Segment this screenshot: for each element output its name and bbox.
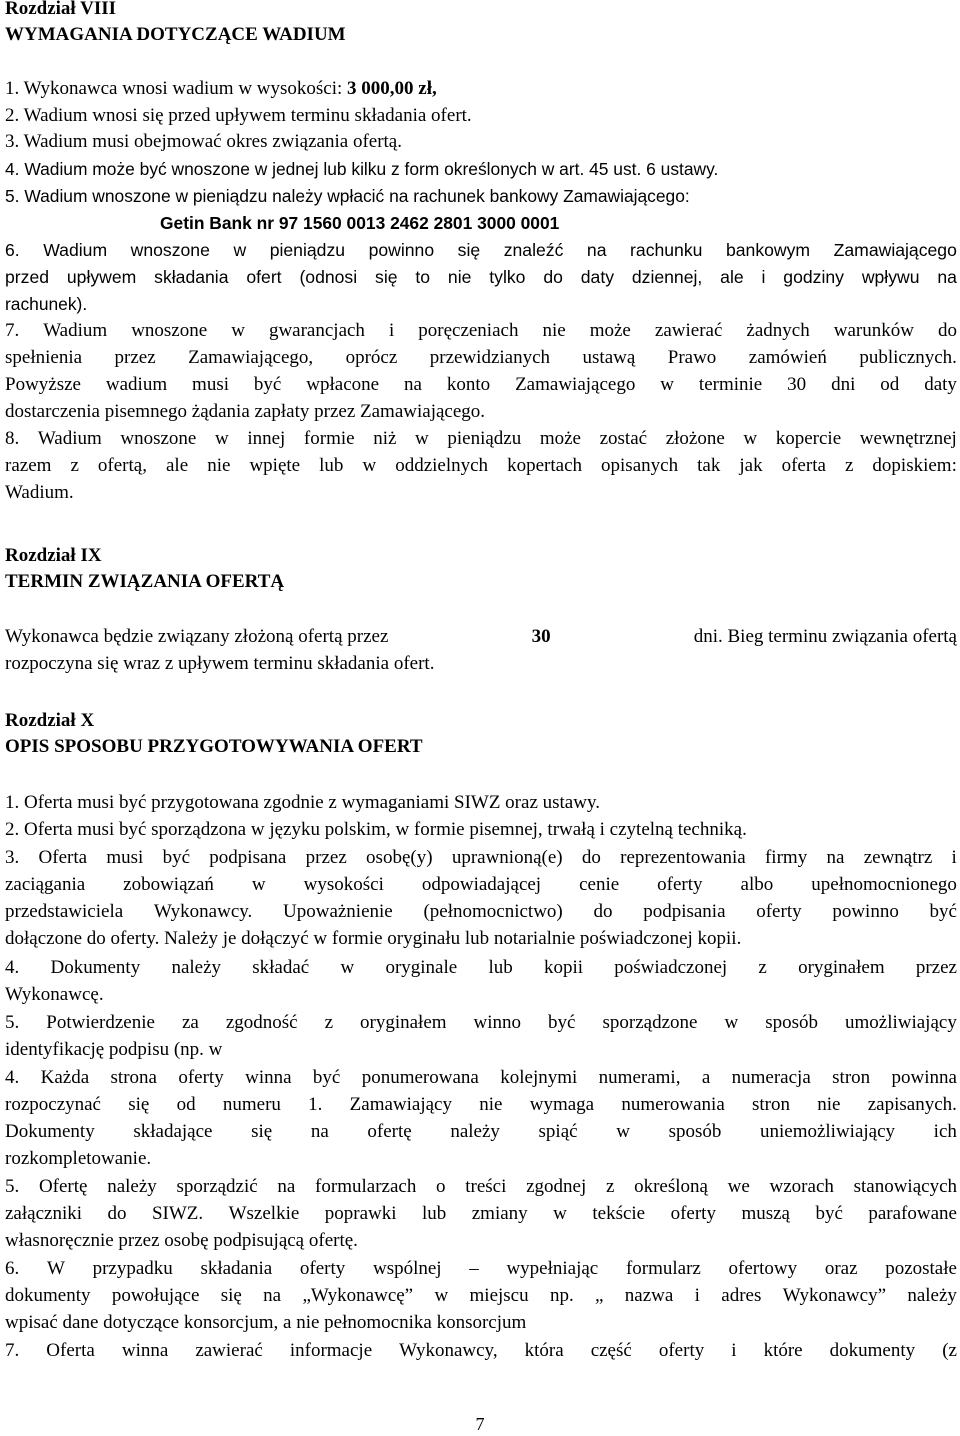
offer-item-5b-line-3: własnoręcznie przez osobę podpisującą ofertę. <box>5 1230 358 1251</box>
offer-item-3-line-3: przedstawiciela Wykonawcy. Upoważnienie (pełnomocnictwo) do podpisania oferty powinno być <box>5 901 957 922</box>
binding-term-line-1 <box>5 624 957 650</box>
wadium-item-6-line-1: 6. Wadium wnoszone w pieniądzu powinno się znaleźć na rachunku bankowym Zamawiającego <box>5 240 957 260</box>
wadium-amount: 3 000,00 zł, <box>347 78 437 99</box>
offer-item-5b-line-1: 5. Ofertę należy sporządzić na formularzach o treści zgodnej z określoną we wzorach stanowiących <box>5 1176 957 1197</box>
offer-item-6-line-1: 6. W przypadku składania oferty wspólnej – wypełniając formularz ofertowy oraz pozostałe <box>5 1258 957 1279</box>
offer-item-6-line-2: dokumenty powołujące się na „Wykonawcę” w miejscu np. „ nazwa i adres Wykonawcy” należy <box>5 1285 957 1306</box>
wadium-item-3: 3. Wadium musi obejmować okres związania ofertą. <box>5 131 402 152</box>
offer-item-4b-line-1: 4. Każda strona oferty winna być ponumerowana kolejnymi numerami, a numeracja stron powinna <box>5 1067 957 1088</box>
chapter-8-heading: Rozdział VIII <box>5 0 117 19</box>
wadium-item-8-line-3: Wadium. <box>5 482 74 503</box>
offer-item-4b-line-2: rozpoczynać się od numeru 1. Zamawiający nie wymaga numerowania stron nie zapisanych. <box>5 1094 957 1115</box>
offer-item-5a-line-2: identyfikację podpisu (np. w <box>5 1039 223 1060</box>
offer-item-5a-line-1: 5. Potwierdzenie za zgodność z oryginałem winno być sporządzone w sposób umożliwiający <box>5 1012 957 1033</box>
wadium-item-6-line-2: przed upływem składania ofert (odnosi się to nie tylko do daty dziennej, ale i godziny wpływu na <box>5 267 957 287</box>
wadium-item-6-line-3: rachunek). <box>5 294 88 314</box>
page-number: 7 <box>475 1414 485 1434</box>
wadium-item-5: 5. Wadium wnoszone w pieniądzu należy wpłacić na rachunek bankowy Zamawiającego: <box>5 186 690 206</box>
chapter-9-title: TERMIN ZWIĄZANIA OFERTĄ <box>5 571 285 592</box>
chapter-8-title: WYMAGANIA DOTYCZĄCE WADIUM <box>5 24 346 45</box>
wadium-item-7-line-4: dostarczenia pisemnego żądania zapłaty przez Zamawiającego. <box>5 401 486 422</box>
offer-item-3-line-2: zaciągania zobowiązań w wysokości odpowiadającej cenie oferty albo upełnomocnionego <box>5 874 957 895</box>
wadium-item-7-line-3: Powyższe wadium musi być wpłacone na konto Zamawiającego w terminie 30 dni od daty <box>5 374 957 395</box>
offer-item-4a-line-1: 4. Dokumenty należy składać w oryginale lub kopii poświadczonej z oryginałem przez <box>5 957 957 978</box>
offer-item-7-line-1: 7. Oferta winna zawierać informacje Wykonawcy, która część oferty i które dokumenty (z <box>5 1340 957 1361</box>
offer-item-4b-line-3: Dokumenty składające się na ofertę należy spiąć w sposób uniemożliwiający ich <box>5 1121 957 1142</box>
wadium-item-4: 4. Wadium może być wnoszone w jednej lub kilku z form określonych w art. 45 ust. 6 ustawy. <box>5 159 719 179</box>
offer-item-4b-line-4: rozkompletowanie. <box>5 1148 152 1169</box>
bank-account: Getin Bank nr 97 1560 0013 2462 2801 3000 0001 <box>160 213 560 233</box>
offer-item-3-line-1: 3. Oferta musi być podpisana przez osobę(y) uprawnioną(e) do reprezentowania firmy na zewnątrz i <box>5 847 957 868</box>
wadium-item-1-text: 1. Wykonawca wnosi wadium w wysokości: <box>5 78 348 99</box>
binding-term-text-a: Wykonawca będzie związany złożoną ofertą przez <box>5 626 394 647</box>
binding-term-line-2: rozpoczyna się wraz z upływem terminu składania ofert. <box>5 653 435 674</box>
binding-term-text-b: dni. Bieg terminu związania ofertą <box>688 626 957 647</box>
wadium-item-8-line-1: 8. Wadium wnoszone w innej formie niż w pieniądzu może zostać złożone w kopercie wewnętrznej <box>5 428 957 449</box>
wadium-item-1 <box>5 76 437 102</box>
offer-item-3-line-4: dołączone do oferty. Należy je dołączyć w formie oryginału lub notarialnie poświadczonej kopii. <box>5 928 742 949</box>
chapter-9-heading: Rozdział IX <box>5 545 102 566</box>
offer-item-6-line-3: wpisać dane dotyczące konsorcjum, a nie pełnomocnika konsorcjum <box>5 1312 527 1333</box>
wadium-item-7-line-1: 7. Wadium wnoszone w gwarancjach i poręczeniach nie może zawierać żadnych warunków do <box>5 320 957 341</box>
wadium-item-8-line-2: razem z ofertą, ale nie wpięte lub w oddzielnych kopertach opisanych tak jak oferta z dopiskiem: <box>5 455 957 476</box>
offer-item-1: 1. Oferta musi być przygotowana zgodnie z wymaganiami SIWZ oraz ustawy. <box>5 792 600 813</box>
binding-term-days: 30 <box>531 626 551 647</box>
offer-item-5b-line-2: załączniki do SIWZ. Wszelkie poprawki lub zmiany w tekście oferty muszą być parafowane <box>5 1203 957 1224</box>
offer-item-2: 2. Oferta musi być sporządzona w języku polskim, w formie pisemnej, trwałą i czytelną techniką. <box>5 819 747 840</box>
chapter-10-heading: Rozdział X <box>5 710 95 731</box>
wadium-item-7-line-2: spełnienia przez Zamawiającego, oprócz przewidzianych ustawą Prawo zamówień publicznych. <box>5 347 957 368</box>
wadium-item-2: 2. Wadium wnosi się przed upływem terminu składania ofert. <box>5 105 472 126</box>
chapter-10-title: OPIS SPOSOBU PRZYGOTOWYWANIA OFERT <box>5 736 423 757</box>
offer-item-4a-line-2: Wykonawcę. <box>5 984 104 1005</box>
